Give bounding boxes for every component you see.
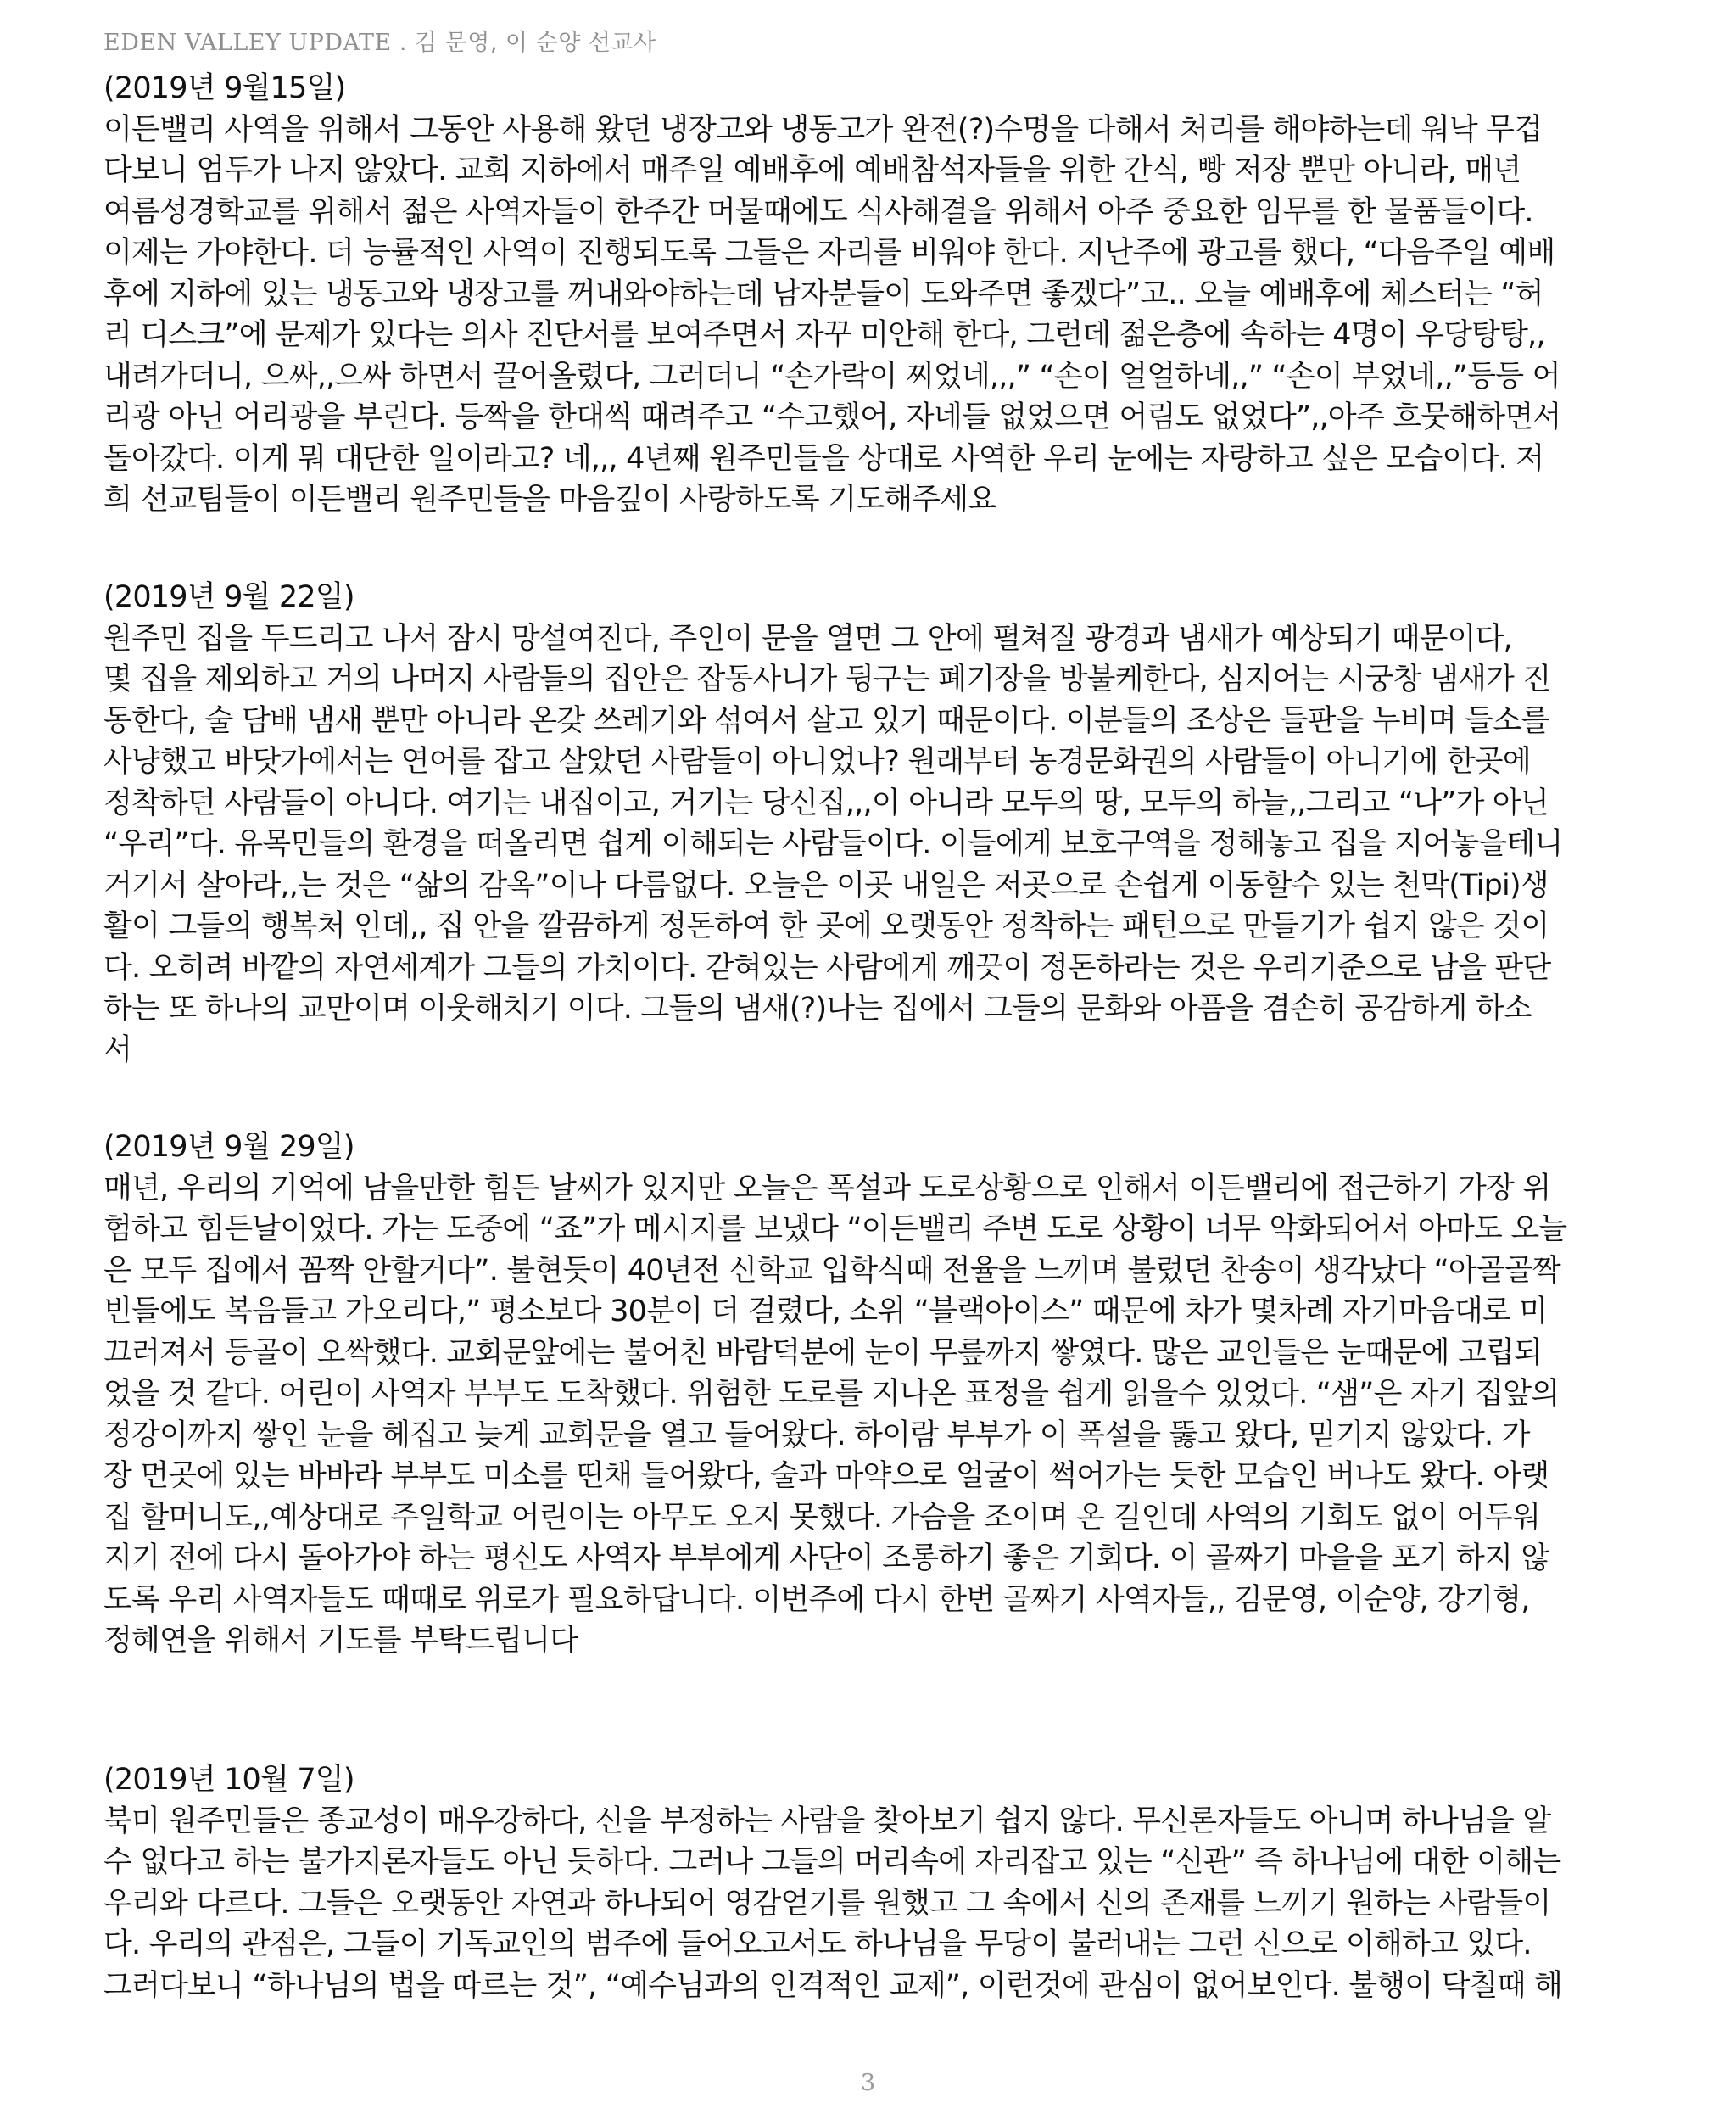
entry-line: 여름성경학교를 위해서 젊은 사역자들이 한주간 머물때에도 식사해결을 위해서 아주 중요한 임무를 한 물품들이다.: [103, 194, 1533, 229]
entry-line: 동한다, 술 담배 냄새 뿐만 아니라 온갖 쓰레기와 섞여서 살고 있기 때문이다. 이분들의 조상은 들판을 누비며 들소를: [103, 703, 1549, 738]
entry-line: 었을 것 같다. 어린이 사역자 부부도 도착했다. 위험한 도로를 지나온 표정을 쉽게 읽을수 있었다. “샘”은 자기 집앞의: [103, 1377, 1560, 1411]
entry-line: 빈들에도 복음들고 가오리다,” 평소보다 30분이 더 걸렸다, 소위 “블랙아이스” 때문에 차가 몇차례 자기마음대로 미: [103, 1295, 1548, 1328]
entry-line: 서: [103, 1032, 132, 1067]
entry-line: 집 할머니도,,예상대로 주일학교 어린이는 아무도 오지 못했다. 가슴을 조이며 온 길인데 사역의 기회도 없이 어두워: [103, 1500, 1540, 1535]
entry-line: 리 디스크”에 문제가 있다는 의사 진단서를 보여주면서 자꾸 미안해 한다, 그런데 젊은층에 속하는 4명이 우당탕탕,,: [103, 318, 1545, 352]
header-org: EDEN VALLEY UPDATE: [103, 30, 392, 56]
entry-line: 정착하던 사람들이 아니다. 여기는 내집이고, 거기는 당신집,,,이 아니라 모두의 땅, 모두의 하늘,,그리고 “나”가 아닌: [103, 786, 1549, 820]
entry-line: 다. 우리의 관점은, 그들이 기독교인의 범주에 들어오고서도 하나님을 무당이 불러내는 그런 신으로 이해하고 있다.: [103, 1927, 1532, 1961]
entry-line: 이든밸리 사역을 위해서 그동안 사용해 왔던 냉장고와 냉동고가 완전(?)수명을 다해서 처리를 해야하는데 워낙 무겁: [103, 112, 1543, 147]
entry-line: 돌아갔다. 이게 뭐 대단한 일이라고? 네,,, 4년째 원주민들을 상대로 사역한 우리 눈에는 자랑하고 싶은 모습이다. 저: [103, 441, 1544, 476]
page-number: 3: [860, 2070, 876, 2096]
entry-line: 하는 또 하나의 교만이며 이웃해치기 이다. 그들의 냄새(?)나는 집에서 그들의 문화와 아픔을 겸손히 공감하게 하소: [103, 992, 1532, 1026]
entry-line: 거기서 살아라,,는 것은 “삶의 감옥”이나 다름없다. 오늘은 이곳 내일은 저곳으로 손쉽게 이동할수 있는 천막(Tipi)생: [103, 868, 1549, 903]
entry-2019-09-15: [103, 68, 1655, 521]
entry-line: 내려가더니, 으싸,,으싸 하면서 끌어올렸다, 그러더니 “손가락이 찌었네,,,” “손이 얼얼하네,,” “손이 부었네,,”등등 어: [103, 359, 1560, 394]
entry-line: 다보니 엄두가 나지 않았다. 교회 지하에서 매주일 예배후에 예배참석자들을 위한 간식, 빵 저장 뿐만 아니라, 매년: [103, 154, 1521, 187]
entry-2019-09-22: [103, 577, 1655, 1071]
entry-line: 활이 그들의 행복처 인데,, 집 안을 깔끔하게 정돈하여 한 곳에 오랫동안 정착하는 패턴으로 만들기가 쉽지 않은 것이: [103, 909, 1549, 943]
entry-line: 지기 전에 다시 돌아가야 하는 평신도 사역자 부부에게 사단이 조롱하기 좋은 기회다. 이 골짜기 마을을 포기 하지 않: [103, 1541, 1549, 1575]
entry-line: “우리”다. 유목민들의 환경을 떠올리면 쉽게 이해되는 사람들이다. 이들에게 보호구역을 정해놓고 집을 지어놓을테니: [103, 827, 1563, 861]
entry-date: (2019년 9월15일): [103, 71, 346, 105]
entry-line: 리광 아닌 어리광을 부린다. 등짝을 한대씩 때려주고 “수고했어, 자네들 없었으면 어림도 없었다”,,아주 흐뭇해하면서: [103, 400, 1561, 434]
entry-2019-09-29: [103, 1127, 1655, 1662]
entry-line: 정강이까지 쌓인 눈을 헤집고 늦게 교회문을 열고 들어왔다. 하이람 부부가 이 폭설을 뚫고 왔다, 믿기지 않았다. 가: [103, 1418, 1530, 1452]
entry-line: 정혜연을 위해서 기도를 부탁드립니다: [103, 1624, 578, 1658]
running-header: [103, 24, 656, 57]
entry-2019-10-07: [103, 1759, 1655, 2006]
entry-line: 원주민 집을 두드리고 나서 잠시 망설여진다, 주인이 문을 열면 그 안에 펼쳐질 광경과 냄새가 예상되기 때문이다,: [103, 621, 1512, 656]
entry-line: 우리와 다르다. 그들은 오랫동안 자연과 하나되어 영감얻기를 원했고 그 속에서 신의 존재를 느끼기 원하는 사람들이: [103, 1886, 1551, 1921]
entry-line: 매년, 우리의 기억에 남을만한 힘든 날씨가 있지만 오늘은 폭설과 도로상황으로 인해서 이든밸리에 접근하기 가장 위: [103, 1171, 1551, 1205]
entry-line: 이제는 가야한다. 더 능률적인 사역이 진행되도록 그들은 자리를 비워야 한다. 지난주에 광고를 했다, “다음주일 예배: [103, 236, 1555, 270]
entry-line: 다. 오히려 바깥의 자연세계가 그들의 가치이다. 갇혀있는 사람에게 깨끗이 정돈하라는 것은 우리기준으로 남을 판단: [103, 950, 1551, 985]
entry-date: (2019년 9월 22일): [103, 580, 354, 614]
entry-line: 수 없다고 하는 불가지론자들도 아닌 듯하다. 그러나 그들의 머리속에 자리잡고 있는 “신관” 즉 하나님에 대한 이해는: [103, 1845, 1561, 1879]
entry-line: 희 선교팀들이 이든밸리 원주민들을 마음깊이 사랑하도록 기도해주세요: [103, 483, 996, 517]
entry-line: 장 먼곳에 있는 바바라 부부도 미소를 띤채 들어왔다, 술과 마약으로 얼굴이 썩어가는 듯한 모습인 버나도 왔다. 아랫: [103, 1459, 1549, 1493]
entry-date: (2019년 10월 7일): [103, 1763, 354, 1797]
entry-date: (2019년 9월 29일): [103, 1130, 354, 1164]
entry-line: 도록 우리 사역자들도 때때로 위로가 필요하답니다. 이번주에 다시 한번 골짜기 사역자들,, 김문영, 이순양, 강기형,: [103, 1582, 1530, 1617]
entry-line: 험하고 힘든날이었다. 가는 도중에 “죠”가 메시지를 보냈다 “이든밸리 주변 도로 상황이 너무 악화되어서 아마도 오늘: [103, 1212, 1567, 1246]
entry-line: 북미 원주민들은 종교성이 매우강하다, 신을 부정하는 사람을 찾아보기 쉽지 않다. 무신론자들도 아니며 하나님을 알: [103, 1804, 1551, 1838]
entry-line: 몇 집을 제외하고 거의 나머지 사람들의 집안은 잡동사니가 뒹구는 폐기장을 방불케한다, 심지어는 시궁창 냄새가 진: [103, 663, 1551, 696]
entry-line: 후에 지하에 있는 냉동고와 냉장고를 꺼내와야하는데 남자분들이 도와주면 좋겠다”고.. 오늘 예배후에 체스터는 “허: [103, 277, 1543, 311]
entry-line: 끄러져서 등골이 오싹했다. 교회문앞에는 불어친 바람덕분에 눈이 무릎까지 쌓였다. 많은 교인들은 눈때문에 고립되: [103, 1335, 1543, 1370]
entry-line: 은 모두 집에서 꼼짝 안할거다”. 불현듯이 40년전 신학교 입학식때 전율을 느끼며 불렀던 찬송이 생각났다 “아골골짝: [103, 1253, 1560, 1288]
entry-line: 그러다보니 “하나님의 법을 따르는 것”, “예수님과의 인격적인 교제”, 이런것에 관심이 없어보인다. 불행이 닥칠때 해: [103, 1968, 1562, 2003]
entry-line: 사냥했고 바닷가에서는 연어를 잡고 살았던 사람들이 아니었나? 원래부터 농경문화권의 사람들이 아니기에 한곳에: [103, 745, 1531, 779]
header-authors: . 김 문영, 이 순양 선교사: [399, 30, 656, 56]
